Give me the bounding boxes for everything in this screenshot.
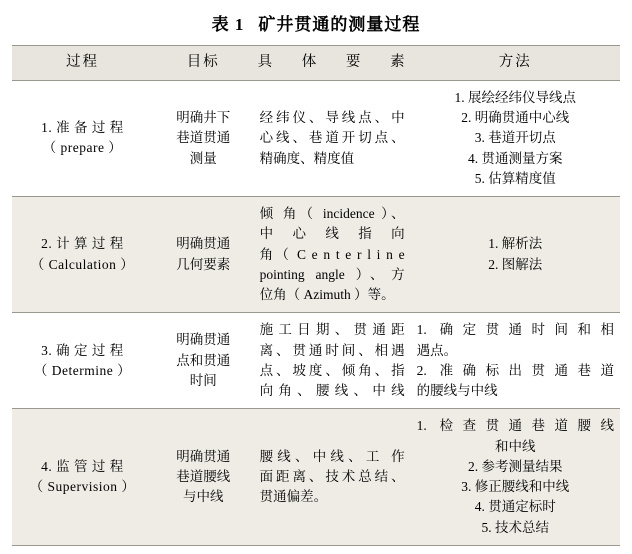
table-number: 表 1 bbox=[211, 15, 245, 34]
table-title bbox=[12, 0, 620, 45]
cell-goal: 明确井下 巷道贯通 测量 bbox=[153, 80, 254, 196]
cell-method: 1. 解析法 2. 图解法 bbox=[411, 197, 620, 313]
cell-process: 4. 监 管 过 程 （ Supervision ） bbox=[12, 409, 153, 546]
cell-process: 2. 计 算 过 程 （ Calculation ） bbox=[12, 197, 153, 313]
cell-elements: 经纬仪、导线点、中 心线、巷道开切点、 精确度、精度值 bbox=[254, 80, 411, 196]
cell-method: 1. 检查贯通巷道腰线 和中线 2. 参考测量结果 3. 修正腰线和中线 4. 贯通定标时 5. 技术总结 bbox=[411, 409, 620, 546]
cell-elements: 施工日期、贯通距 离、贯通时间、相遇 点、坡度、倾角、指 向角、腰线、中线 bbox=[254, 313, 411, 409]
column-header-goal: 目标 bbox=[153, 46, 254, 81]
table-row bbox=[12, 313, 620, 409]
column-header-method: 方法 bbox=[411, 46, 620, 81]
cell-elements: 腰线、中线、工 作 面距离、技术总结、 贯通偏差。 bbox=[254, 409, 411, 546]
table-row bbox=[12, 80, 620, 196]
table-row bbox=[12, 197, 620, 313]
cell-goal: 明确贯通 巷道腰线 与中线 bbox=[153, 409, 254, 546]
cell-process: 1. 准 备 过 程 （ prepare ） bbox=[12, 80, 153, 196]
table-title-text: 矿井贯通的测量过程 bbox=[258, 15, 421, 34]
cell-method: 1. 展绘经纬仪导线点 2. 明确贯通中心线 3. 巷道开切点 4. 贯通测量方案 5. 估算精度值 bbox=[411, 80, 620, 196]
cell-process: 3. 确 定 过 程 （ Determine ） bbox=[12, 313, 153, 409]
column-header-elements: 具体要素 bbox=[254, 46, 411, 81]
table-header-row bbox=[12, 46, 620, 81]
cell-elements: 倾 角（ incidence ）、 中 心 线 指 向 角（ C e n t e r l i n e pointing angle ）、方 位角（ Azimuth ）等。 bbox=[254, 197, 411, 313]
cell-goal: 明确贯通 点和贯通 时间 bbox=[153, 313, 254, 409]
measurement-process-table bbox=[12, 45, 620, 546]
table-row bbox=[12, 409, 620, 546]
column-header-process: 过程 bbox=[12, 46, 153, 81]
cell-method: 1. 确定贯通时间和相 遇点。 2. 准确标出贯通巷道 的腰线与中线 bbox=[411, 313, 620, 409]
cell-goal: 明确贯通 几何要素 bbox=[153, 197, 254, 313]
